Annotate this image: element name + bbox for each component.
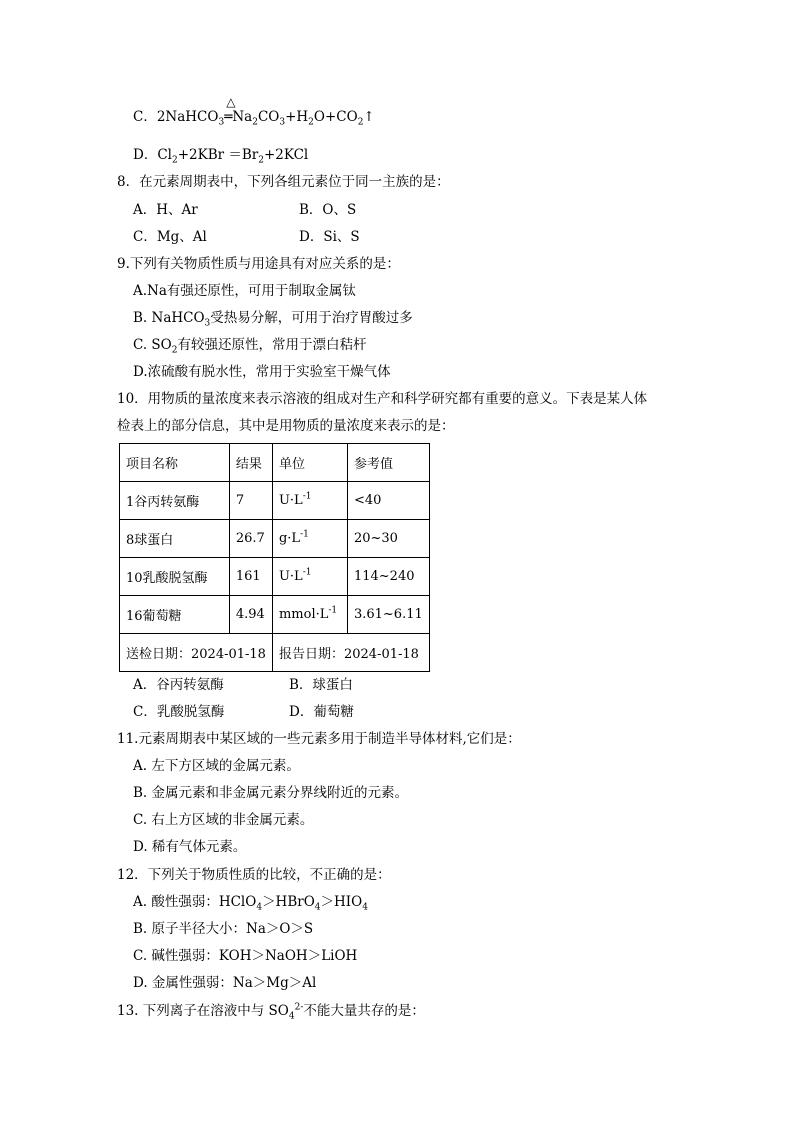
- q13-stem: 13. 下列离子在溶液中与 $SO_4^{2-}$不能大量共存的是：: [117, 1002, 425, 1022]
- q7-option-c: C．2NaHCO$_3$ △ $═Na_2CO_3+H_2O+CO_2↑$: [133, 95, 375, 128]
- unit-text: U·L: [278, 493, 303, 508]
- q12-option-b: B. 原子半径大小：Na＞O＞S: [133, 921, 314, 937]
- q8-option-d: D．Si、S: [299, 229, 360, 245]
- table-row: [120, 596, 430, 634]
- q8-option-a: A．H、Ar: [133, 202, 198, 218]
- q9-option-a: A.Na有强还原性，可用于制取金属钛: [133, 283, 356, 299]
- q11-option-b: B. 金属元素和非金属元素分界线附近的元素。: [133, 785, 409, 801]
- q7-d-text: D．Cl: [133, 147, 172, 163]
- table-row: [120, 558, 430, 596]
- report-table: [119, 443, 430, 672]
- row-unit: $g\cdot L^{-1}$: [272, 520, 347, 558]
- q10-option-a: A．谷丙转氨酶: [133, 677, 224, 693]
- row-ref: 3.61~6.11: [347, 596, 429, 634]
- table-header-row: [120, 444, 430, 482]
- q11-option-a: A. 左下方区域的金属元素。: [133, 758, 300, 774]
- q9-c-post: 有较强还原性，常用于漂白秸杆: [177, 337, 367, 353]
- unit-text: U·L: [278, 569, 303, 584]
- q12-a-text: A. 酸性强弱：HClO: [133, 894, 257, 910]
- table-row: [120, 520, 430, 558]
- q9-option-b: B. NaHCO$_3$受热易分解，可用于治疗胃酸过多: [133, 310, 413, 329]
- header-unit: 单位: [272, 444, 347, 482]
- q10-option-d: D．葡萄糖: [289, 704, 354, 720]
- unit-text: g·L: [278, 531, 301, 546]
- row-name: 8球蛋白: [120, 520, 230, 558]
- q9-stem: 9.下列有关物质性质与用途具有对应关系的是：: [117, 256, 400, 272]
- table-footer-row: [120, 634, 430, 672]
- q10-stem-line1: 10．用物质的量浓度来表示溶液的组成对生产和科学研究都有重要的意义。下表是某人体: [117, 391, 648, 407]
- row-ref: <40: [347, 482, 429, 520]
- unit-text: mmol·L: [278, 607, 329, 622]
- q11-option-d: D. 稀有气体元素。: [133, 839, 247, 855]
- header-ref: 参考值: [347, 444, 429, 482]
- row-name: 10乳酸脱氢酶: [120, 558, 230, 596]
- q9-c-pre: C. SO: [133, 337, 172, 353]
- q10-option-c: C．乳酸脱氢酶: [133, 704, 225, 720]
- row-unit: $U\cdot L^{-1}$: [272, 482, 347, 520]
- q9-b-pre: B. NaHCO: [133, 310, 205, 326]
- q12-option-d: D. 金属性强弱：Na＞Mg＞Al: [133, 975, 317, 991]
- row-name: 16葡萄糖: [120, 596, 230, 634]
- row-unit: $mmol\cdot L^{-1}$: [272, 596, 347, 634]
- q7-c-rest: Na: [232, 109, 253, 125]
- q12-stem: 12．下列关于物质性质的比较，不正确的是：: [117, 867, 391, 883]
- row-ref: 20~30: [347, 520, 429, 558]
- q9-option-c: C. $SO_2$有较强还原性，常用于漂白秸杆: [133, 337, 367, 356]
- report-date: 报告日期：2024-01-18: [272, 634, 429, 672]
- row-ref: 114~240: [347, 558, 429, 596]
- q8-stem: 8．在元素周期表中，下列各组元素位于同一主族的是：: [117, 174, 450, 190]
- q7-option-d: D．$Cl_2+2KBr =Br_2+2KCl$: [133, 147, 309, 166]
- q13-stem-post: 不能大量共存的是：: [303, 1003, 425, 1019]
- header-result: 结果: [229, 444, 272, 482]
- q9-b-post: 受热易分解，可用于治疗胃酸过多: [210, 310, 413, 326]
- q12-option-c: C. 碱性强弱：KOH＞NaOH＞LiOH: [133, 948, 358, 964]
- q10-option-b: B．球蛋白: [289, 677, 353, 693]
- q12-option-a: A. 酸性强弱：$HClO_4>HBrO_4>HIO_4$: [133, 894, 368, 913]
- q11-stem: 11.元素周期表中某区域的一些元素多用于制造半导体材料,它们是：: [117, 731, 521, 747]
- row-result: 26.7: [229, 520, 272, 558]
- row-result: 4.94: [229, 596, 272, 634]
- q8-option-c: C．Mg、Al: [133, 229, 207, 245]
- heat-condition: △ ═: [224, 95, 236, 125]
- q11-option-c: C. 右上方区域的非金属元素。: [133, 812, 314, 828]
- row-unit: $U\cdot L^{-1}$: [272, 558, 347, 596]
- row-result: 7: [229, 482, 272, 520]
- row-result: 161: [229, 558, 272, 596]
- q9-option-d: D.浓硫酸有脱水性，常用于实验室干燥气体: [133, 364, 391, 380]
- row-name: 1谷丙转氨酶: [120, 482, 230, 520]
- q10-stem-line2: 检表上的部分信息，其中是用物质的量浓度来表示的是：: [117, 418, 455, 434]
- q13-stem-pre: 13. 下列离子在溶液中与 SO: [117, 1003, 289, 1019]
- q7-c-text: C．2NaHCO: [133, 109, 219, 125]
- header-name: 项目名称: [120, 444, 230, 482]
- send-date: 送检日期：2024-01-18: [120, 634, 273, 672]
- table-row: [120, 482, 430, 520]
- q8-option-b: B．O、S: [299, 202, 357, 218]
